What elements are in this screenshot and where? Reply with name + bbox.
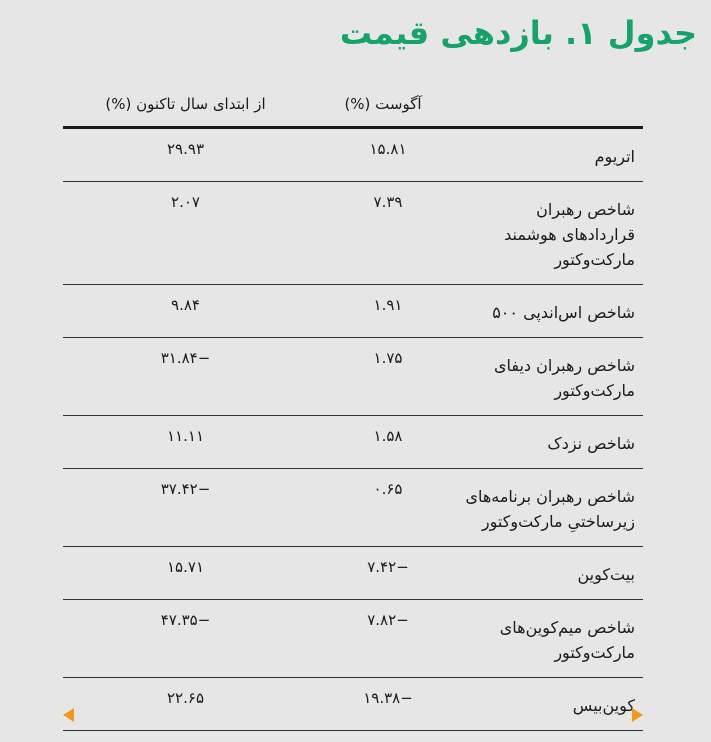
- row-ytd: −۳۷.۴۲: [63, 469, 308, 547]
- row-august: ۱.۵۸: [308, 416, 458, 469]
- row-name: بیت‌کوین: [458, 547, 643, 600]
- table-row: [63, 128, 643, 182]
- row-name: شاخص رهبران قراردادهای هوشمند مارکت‌وکتور: [458, 182, 643, 285]
- table-header-row: [63, 82, 643, 128]
- table-row: [63, 416, 643, 469]
- row-name: اتریوم: [458, 128, 643, 182]
- header-ytd: از ابتدای سال تاکنون (%): [63, 82, 308, 128]
- arrow-right-icon[interactable]: [632, 708, 643, 722]
- row-august: ۷.۳۹: [308, 182, 458, 285]
- table-row: [63, 469, 643, 547]
- row-august: −۷.۸۲: [308, 600, 458, 678]
- row-august: −۱۹.۳۸: [308, 678, 458, 731]
- row-ytd: ۱۵.۷۱: [63, 547, 308, 600]
- header-name: [458, 82, 643, 128]
- row-august: ۱۵.۸۱: [308, 128, 458, 182]
- row-ytd: ۲.۰۷: [63, 182, 308, 285]
- row-name: شاخص رهبران برنامه‌های زیرساختیِ مارکت‌وکتور: [458, 469, 643, 547]
- row-ytd: ۹.۸۴: [63, 285, 308, 338]
- row-ytd: ۲۲.۶۵: [63, 678, 308, 731]
- arrow-left-icon[interactable]: [63, 708, 74, 722]
- row-ytd: ۱۱.۱۱: [63, 416, 308, 469]
- table-row: [63, 182, 643, 285]
- row-august: ۱.۹۱: [308, 285, 458, 338]
- price-returns-table: [63, 82, 643, 731]
- table-title: جدول ۱. بازدهی قیمت: [339, 14, 697, 52]
- row-ytd: −۳۱.۸۴: [63, 338, 308, 416]
- table-row: [63, 600, 643, 678]
- row-name: شاخص میم‌کوین‌های مارکت‌وکتور: [458, 600, 643, 678]
- table-row: [63, 285, 643, 338]
- table-row: [63, 338, 643, 416]
- row-august: ۰.۶۵: [308, 469, 458, 547]
- table-row: [63, 547, 643, 600]
- table-row: [63, 678, 643, 731]
- row-ytd: ۲۹.۹۳: [63, 128, 308, 182]
- row-august: ۱.۷۵: [308, 338, 458, 416]
- header-august: آگوست (%): [308, 82, 458, 128]
- row-august: −۷.۴۲: [308, 547, 458, 600]
- row-ytd: −۴۷.۳۵: [63, 600, 308, 678]
- row-name: شاخص رهبران دیفای مارکت‌وکتور: [458, 338, 643, 416]
- row-name: شاخص اس‌اندپی ۵۰۰: [458, 285, 643, 338]
- row-name: شاخص نزدک: [458, 416, 643, 469]
- row-name: کوین‌بیس: [458, 678, 643, 731]
